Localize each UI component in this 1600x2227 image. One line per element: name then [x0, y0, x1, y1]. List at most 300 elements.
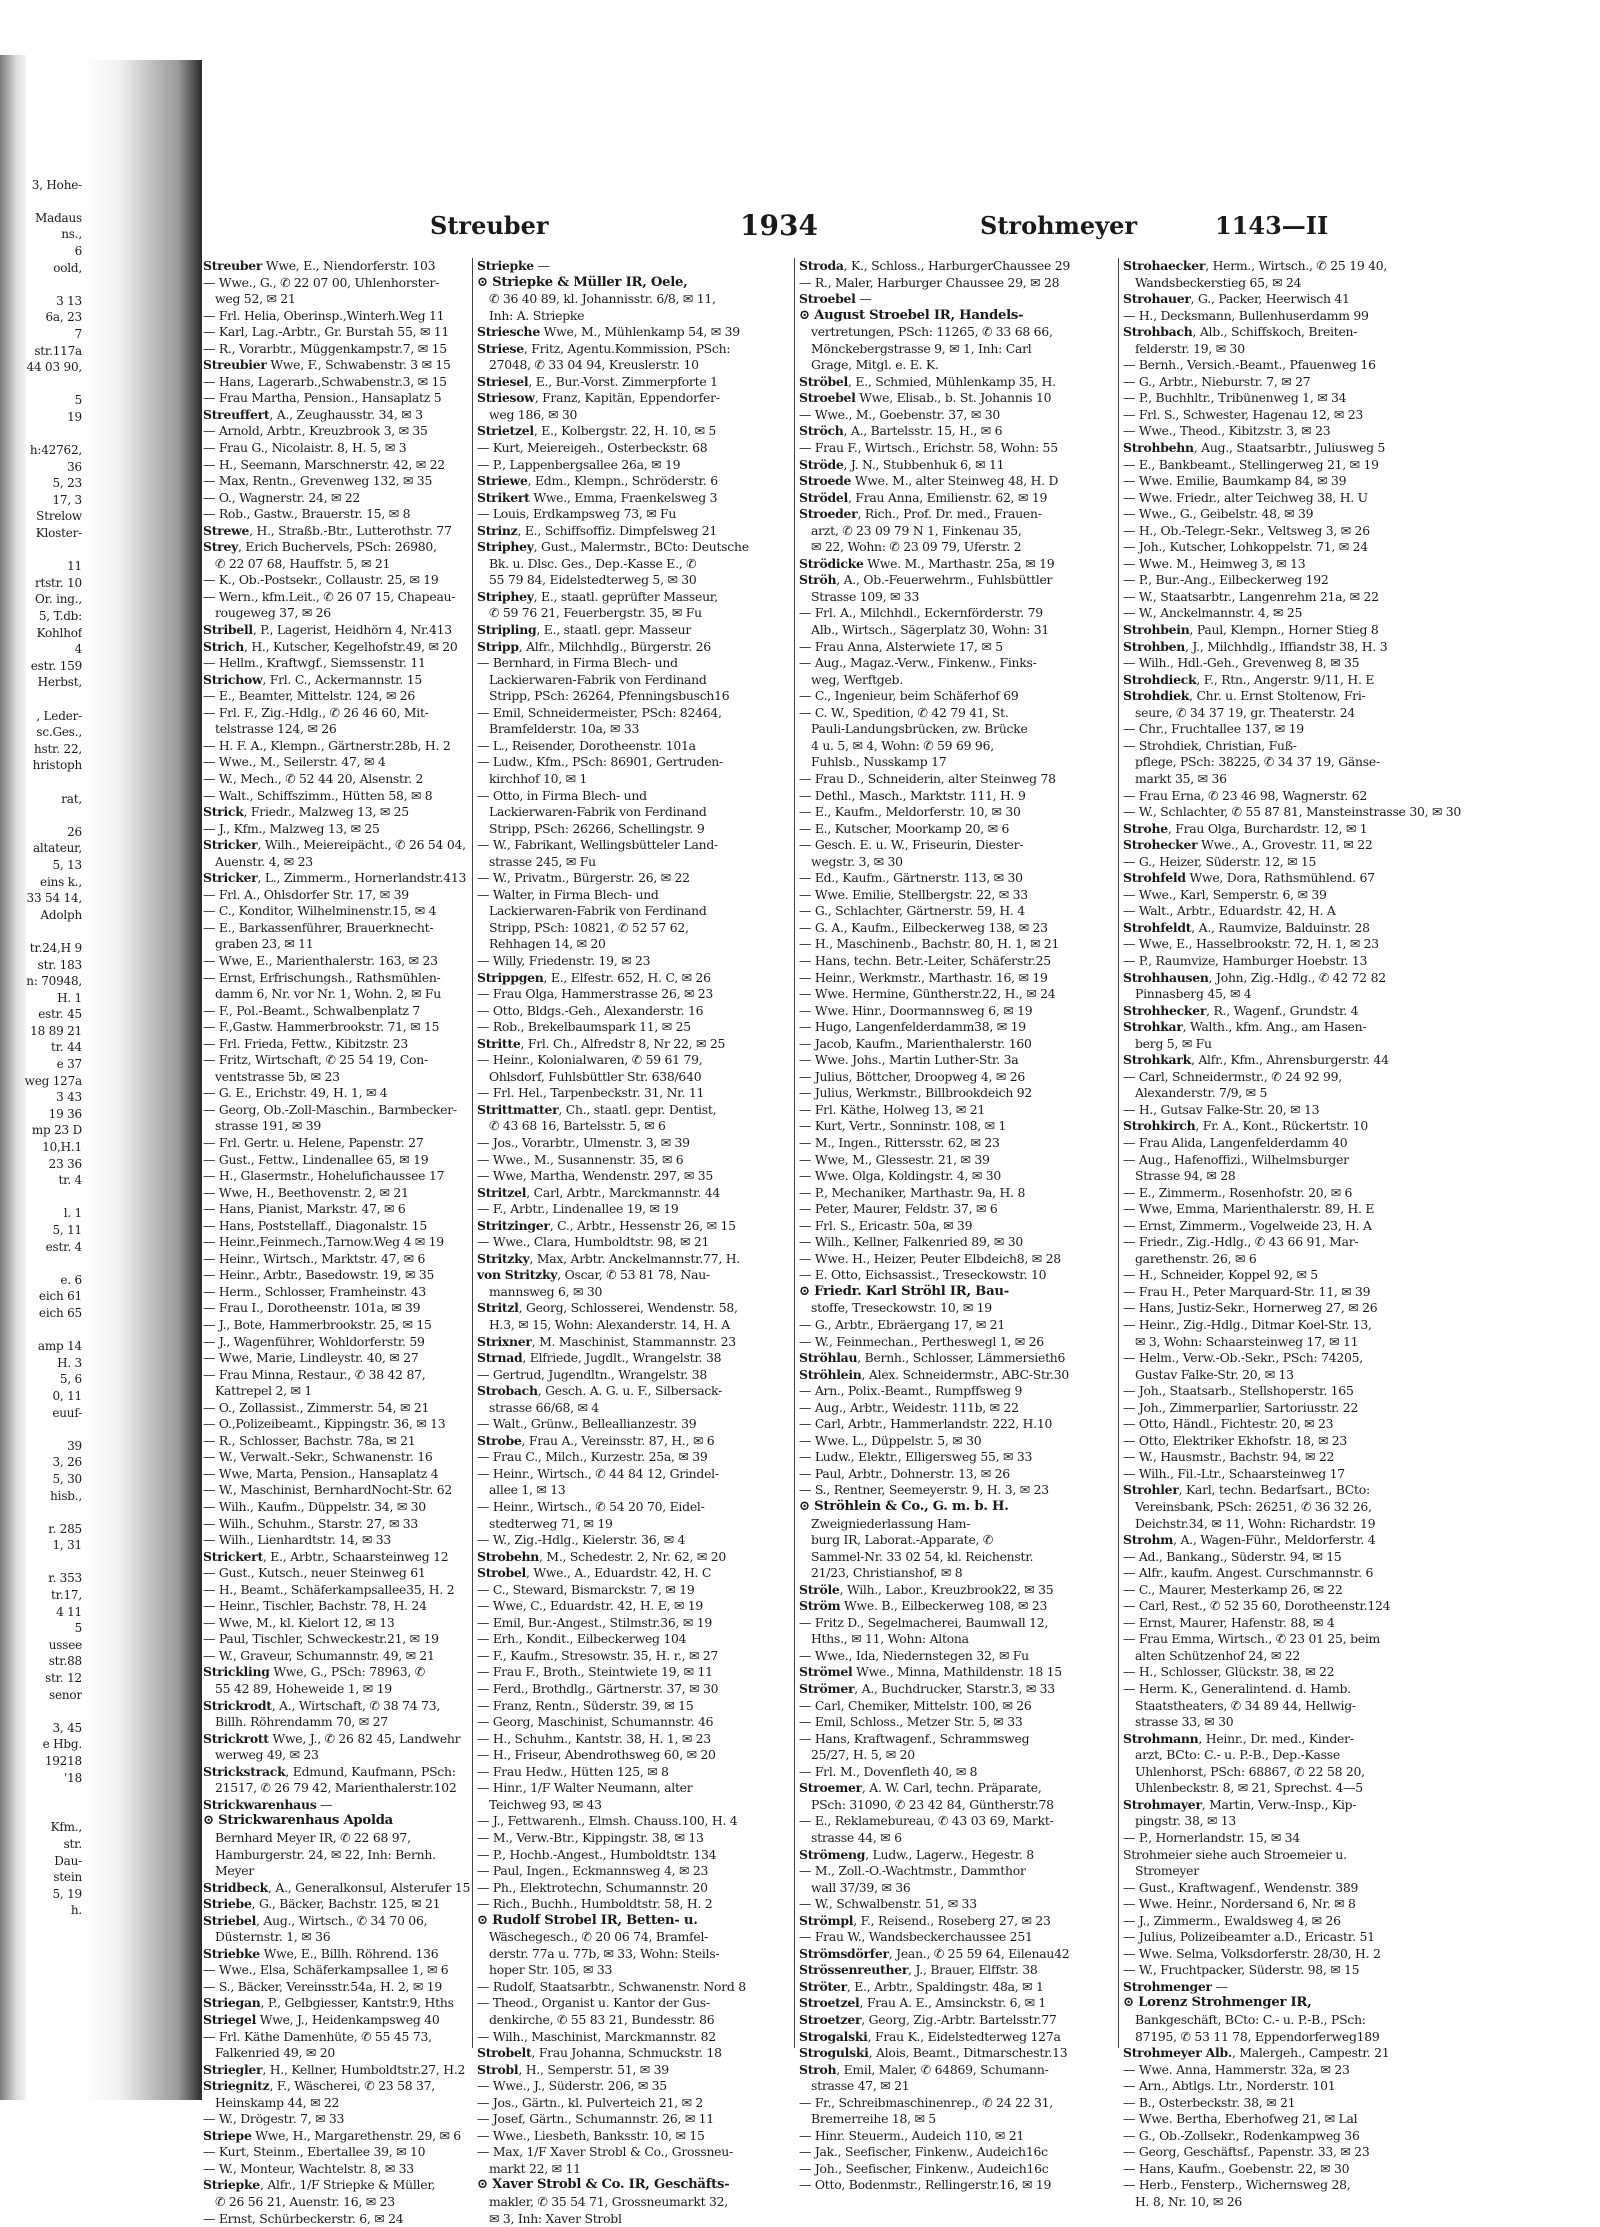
facing-page-line — [0, 1189, 82, 1206]
entry-line: — Wilh., Fil.-Ltr., Schaarsteinweg 17 — [1123, 1465, 1345, 1481]
entry-line: — Theod., Organist u. Kantor der Gus- — [477, 1995, 710, 2011]
entry-line: — Wwe., G., ✆ 22 07 00, Uhlenhorster- — [203, 274, 440, 290]
surname-entry: Strohmeyer Alb., Malergeh., Campestr. 21 — [1123, 2045, 1390, 2061]
surname-entry: Strinz, E., Schiffsoffiz. Dimpfelsweg 21 — [477, 522, 717, 538]
entry-line: — F., Pol.-Beamt., Schwalbenplatz 7 — [203, 1002, 421, 1018]
entry-line: — Frl. S., Schwester, Hagenau 12, ✉ 23 — [1123, 406, 1363, 422]
entry-line: — Wwe, Martha, Wendenstr. 297, ✉ 35 — [477, 1168, 714, 1184]
entry-continuation: Pauli-Landungsbrücken, zw. Brücke — [811, 721, 1028, 737]
entry-continuation: H. 8, Nr. 10, ✉ 26 — [1135, 2193, 1242, 2209]
page-number: 1143—II — [1215, 211, 1329, 240]
surname: Stroetzel — [799, 1995, 860, 2011]
entry-continuation: arzt, BCto: C.- u. P.-B., Dep.-Kasse — [1135, 1747, 1340, 1763]
page-header — [430, 211, 1510, 251]
entry-line: — Wwe., Liesbeth, Banksstr. 10, ✉ 15 — [477, 2127, 705, 2143]
surname: Strick — [203, 804, 244, 820]
facing-page-line: 5, T.db: — [38, 609, 82, 624]
surname: Striegnitz — [203, 2078, 270, 2094]
entry-line: — Fritz D., Segelmacherei, Baumwall 12, — [799, 1614, 1049, 1630]
entry-line: — Bernhard, in Firma Blech- und — [477, 655, 678, 671]
entry-continuation: wegstr. 3, ✉ 30 — [811, 853, 903, 869]
surname-entry: Strickert, E., Arbtr., Schaarsteinweg 12 — [203, 1548, 449, 1564]
entry-line: — G., Schlachter, Gärtnerstr. 59, H. 4 — [799, 903, 1025, 919]
surname: Striegler — [203, 2061, 263, 2077]
entry-line: — Willy, Friedenstr. 19, ✉ 23 — [477, 952, 651, 968]
entry-line: — F., Arbtr., Lindenallee 19, ✉ 19 — [477, 1201, 679, 1217]
surname-entry: Strickstrack, Edmund, Kaufmann, PSch: — [203, 1763, 456, 1779]
entry-line: — F.,Gastw. Hammerbrookstr. 71, ✉ 15 — [203, 1019, 440, 1035]
entry-continuation: 27048, ✆ 33 04 94, Kreuslerstr. 10 — [489, 357, 699, 373]
facing-page-line: e. 6 — [60, 1272, 82, 1287]
entry-continuation: Heinskamp 44, ✉ 22 — [215, 2094, 340, 2110]
surname: Streuber — [203, 258, 263, 273]
entry-continuation: Bankgeschäft, BCto: C.- u. P.-B., PSch: — [1135, 2011, 1366, 2027]
entry-continuation: Grage, Mitgl. e. E. K. — [811, 357, 939, 373]
surname-entry: Striesel, E., Bur.-Vorst. Zimmerpforte 1 — [477, 373, 718, 389]
entry-line: — Heinr., Kolonialwaren, ✆ 59 61 79, — [477, 1052, 703, 1068]
entry-line: — P., Bur.-Ang., Eilbeckerweg 192 — [1123, 572, 1329, 588]
entry-line: — H., Gutsav Falke-Str. 20, ✉ 13 — [1123, 1101, 1320, 1117]
surname-entry: Ströhlau, Bernh., Schlosser, Lämmersieth6 — [799, 1350, 1066, 1366]
entry-line: — Wilh., Schuhm., Starstr. 27, ✉ 33 — [203, 1515, 419, 1531]
entry-line: — L., Reisender, Dorotheenstr. 101a — [477, 737, 696, 753]
entry-continuation: denkirche, ✆ 55 83 21, Bundesstr. 86 — [489, 2011, 715, 2027]
entry-continuation: stedterweg 71, ✉ 19 — [489, 1515, 613, 1531]
business-entry: ⊙ Striepke & Müller IR, Oele, — [477, 274, 688, 290]
surname-entry: Strewe, H., Straßb.-Btr., Lutterothstr. 77 — [203, 522, 452, 538]
entry-line: — Frau F., Wirtsch., Erichstr. 58, Wohn: 55 — [799, 440, 1058, 456]
facing-page-line: hristoph — [32, 758, 82, 773]
entry-line: — Frau H., Peter Marquard-Str. 11, ✉ 39 — [1123, 1283, 1371, 1299]
facing-page-line: Kloster- — [35, 526, 82, 541]
entry-line: — Rob., Brekelbaumspark 11, ✉ 25 — [477, 1019, 691, 1035]
entry-line: — Wwe, Marie, Lindleystr. 40, ✉ 27 — [203, 1350, 419, 1366]
entry-line: — H. F. A., Klempn., Gärtnerstr.28b, H. 2 — [203, 737, 451, 753]
entry-line: — P., Hochb.-Angest., Humboldtstr. 134 — [477, 1846, 717, 1862]
entry-line: — Rob., Gastw., Brauerstr. 15, ✉ 8 — [203, 506, 411, 522]
surname: Striphey — [477, 539, 534, 555]
surname: Strobehn — [477, 1548, 540, 1564]
entry-line: — Wwe. Olga, Koldingstr. 4, ✉ 30 — [799, 1168, 1001, 1184]
surname-entry: Strohecker Wwe., A., Grovestr. 11, ✉ 22 — [1123, 837, 1373, 853]
entry-continuation: Stromeyer — [1135, 1863, 1199, 1879]
facing-page-line: sc.Ges., — [36, 725, 82, 740]
surname: Ströh — [799, 572, 837, 588]
entry-line: — Heinr., Zig.-Hdlg., Ditmar Koel-Str. 13, — [1123, 1317, 1372, 1332]
facing-page-line — [0, 691, 82, 708]
surname: Strohauer — [1123, 291, 1191, 307]
surname-entry: Strittmatter, Ch., staatl. gepr. Dentist, — [477, 1101, 717, 1117]
surname: Strewe — [203, 522, 250, 538]
facing-page-line — [0, 276, 82, 293]
entry-continuation: Wandsbeckerstieg 65, ✉ 24 — [1135, 274, 1302, 290]
entry-continuation: werweg 49, ✉ 23 — [215, 1747, 319, 1763]
facing-page-line: 4 11 — [56, 1604, 82, 1619]
facing-page-line — [0, 774, 82, 791]
entry-line: — Frl. A., Ohlsdorfer Str. 17, ✉ 39 — [203, 886, 409, 902]
entry-line: — Louis, Erdkampsweg 73, ✉ Fu — [477, 506, 677, 522]
entry-line: — Josef, Gärtn., Schumannstr. 26, ✉ 11 — [477, 2111, 714, 2127]
entry-line: — Hans, Lagerarb.,Schwabenstr.3, ✉ 15 — [203, 373, 447, 389]
entry-line: — Hans, Justiz-Sekr., Hornerweg 27, ✉ 26 — [1123, 1300, 1378, 1316]
entry-line: — Wwe. M., Heimweg 3, ✉ 13 — [1123, 555, 1306, 571]
surname-entry: Strömel Wwe., Minna, Mathildenstr. 18 15 — [799, 1664, 1062, 1680]
entry-line: — Kurt, Steinm., Ebertallee 39, ✉ 10 — [203, 2144, 426, 2160]
directory-columns — [203, 258, 1520, 2226]
facing-page-line: 11 — [67, 559, 82, 574]
business-entry: ⊙ Friedr. Karl Ströhl IR, Bau- — [799, 1283, 1009, 1299]
entry-line: — Georg, Ob.-Zoll-Maschin., Barmbecker- — [203, 1101, 457, 1117]
facing-page-line: 17, 3 — [52, 492, 82, 507]
surname: Stroemer — [799, 1780, 862, 1796]
surname: Ströle — [799, 1581, 840, 1597]
entry-line: — W., Anckelmannstr. 4, ✉ 25 — [1123, 605, 1303, 621]
surname-entry: Strohfeld Wwe, Dora, Rathsmühlend. 67 — [1123, 870, 1375, 886]
facing-page-line: 5 — [74, 1621, 82, 1636]
entry-line: — E. Otto, Eichsassist., Treseckowstr. 10 — [799, 1267, 1047, 1283]
facing-page-line: amp 14 — [37, 1339, 82, 1354]
entry-line: — Bernh., Versich.-Beamt., Pfauenweg 16 — [1123, 357, 1376, 373]
entry-line: — Ernst, Schürbeckerstr. 6, ✉ 24 — [203, 2210, 404, 2226]
entry-line: — Hugo, Langenfelderdamm38, ✉ 19 — [799, 1019, 1026, 1035]
entry-line: — K., Ob.-Postsekr., Collaustr. 25, ✉ 19 — [203, 572, 439, 588]
facing-page-line: h:42762, — [29, 443, 82, 458]
entry-continuation: pingstr. 38, ✉ 13 — [1135, 1813, 1237, 1829]
entry-continuation: garethenstr. 26, ✉ 6 — [1135, 1250, 1257, 1266]
surname: Strogulski — [799, 2045, 869, 2061]
surname-entry: Strohm, A., Wagen-Führ., Meldorferstr. 4 — [1123, 1532, 1376, 1548]
surname-entry: Striebel, Aug., Wirtsch., ✆ 34 70 06, — [203, 1912, 428, 1928]
facing-page-line: estr. 159 — [30, 658, 82, 673]
surname-entry: Strickwarenhaus — — [203, 1796, 333, 1812]
entry-line: — Arnold, Arbtr., Kreuzbrook 3, ✉ 35 — [203, 423, 428, 439]
surname-entry: Striese, Fritz, Agentu.Kommission, PSch: — [477, 340, 731, 356]
entry-continuation: ✉ 3, Wohn: Schaarsteinweg 17, ✉ 11 — [1135, 1333, 1359, 1349]
surname: Strohbach — [1123, 324, 1193, 340]
surname: Striewe — [477, 473, 528, 489]
entry-line: — P., Lappenbergsallee 26a, ✉ 19 — [477, 456, 681, 472]
entry-line: — W., Staatsarbtr., Langenrehm 21a, ✉ 22 — [1123, 588, 1379, 604]
facing-page-line: H. 3 — [57, 1355, 82, 1370]
entry-line: — Wwe., M., Seilerstr. 47, ✉ 4 — [203, 754, 386, 770]
business-entry: ⊙ Rudolf Strobel IR, Betten- u. — [477, 1912, 698, 1928]
surname-entry: Strippgen, E., Elfestr. 652, H. C, ✉ 26 — [477, 969, 711, 985]
entry-line: — W., Verwalt.-Sekr., Schwanenstr. 16 — [203, 1449, 433, 1465]
surname-entry: Stripling, E., staatl. gepr. Masseur — [477, 622, 692, 638]
surname: Strohmann — [1123, 1730, 1199, 1746]
entry-line: — G., Ob.-Zollsekr., Rodenkampweg 36 — [1123, 2127, 1360, 2143]
surname-entry: Stritzl, Georg, Schlosserei, Wendenstr. 58, — [477, 1300, 738, 1316]
entry-line: — J., Fettwarenh., Elmsh. Chauss.100, H. 4 — [477, 1813, 738, 1829]
surname: Striese — [477, 340, 524, 356]
surname: Stricker — [203, 837, 258, 853]
entry-continuation: kirchhof 10, ✉ 1 — [489, 770, 588, 786]
entry-line: — Wilh., Lienhardtstr. 14, ✉ 33 — [203, 1532, 392, 1548]
entry-line: — Georg, Maschinist, Schumannstr. 46 — [477, 1714, 714, 1730]
entry-line: — Gust., Fettw., Lindenallee 65, ✉ 19 — [203, 1151, 429, 1167]
surname-entry: Stricker, L., Zimmerm., Hornerlandstr.413 — [203, 870, 467, 886]
facing-page-line: 5, 13 — [52, 857, 82, 872]
entry-continuation: hoper Str. 105, ✉ 33 — [489, 1962, 613, 1978]
surname-entry: Strohfeldt, A., Raumvize, Balduinstr. 28 — [1123, 919, 1370, 935]
entry-continuation: felderstr. 19, ✉ 30 — [1135, 340, 1245, 356]
facing-page-line — [0, 1919, 82, 1936]
entry-line: — Wwe., Ida, Niedernstegen 32, ✉ Fu — [799, 1647, 1029, 1663]
entry-line: — Wilh., Kaufm., Düppelstr. 34, ✉ 30 — [203, 1499, 426, 1515]
surname: Stritzinger — [477, 1217, 550, 1233]
entry-line: — H., Friseur, Abendrothsweg 60, ✉ 20 — [477, 1747, 716, 1763]
surname-entry: Strohkirch, Fr. A., Kont., Rückertstr. 10 — [1123, 1118, 1368, 1134]
entry-line: — P., Hornerlandstr. 15, ✉ 34 — [1123, 1829, 1300, 1845]
entry-line: — F., Kaufm., Stresowstr. 35, H. r., ✉ 27 — [477, 1647, 719, 1663]
entry-line: — Frl. Käthe Damenhüte, ✆ 55 45 73, — [203, 2028, 432, 2044]
facing-page-line: H. 1 — [57, 990, 82, 1005]
surname: Strödicke — [799, 555, 864, 571]
entry-line: — H., Seemann, Marschnerstr. 42, ✉ 22 — [203, 456, 445, 472]
business-entry: ⊙ Strickwarenhaus Apolda — [203, 1813, 393, 1829]
facing-page-line: oold, — [53, 260, 82, 275]
entry-continuation: Zweigniederlassung Ham- — [811, 1515, 971, 1531]
entry-line: — Joh., Seefischer, Finkenw., Audeich16c — [799, 2160, 1049, 2176]
surname-entry: Ströch, A., Bartelsstr. 15, H., ✉ 6 — [799, 423, 1003, 439]
entry-line: — Wwe, H., Beethovenstr. 2, ✉ 21 — [203, 1184, 409, 1200]
entry-continuation: Fuhlsb., Nusskamp 17 — [811, 754, 947, 770]
entry-line: — C. W., Spedition, ✆ 42 79 41, St. — [799, 704, 1009, 720]
facing-page-line: 18 89 21 — [30, 1023, 82, 1038]
surname: Strohfeld — [1123, 870, 1186, 886]
entry-line: — Hinr. Steuerm., Audeich 110, ✉ 21 — [799, 2127, 1024, 2143]
surname: Strnad — [477, 1350, 523, 1366]
surname: Striepke — [203, 2177, 260, 2193]
entry-continuation: Düsternstr. 1, ✉ 36 — [215, 1929, 331, 1945]
facing-page-fragment — [0, 160, 82, 1950]
surname: Striebe — [203, 1896, 252, 1912]
surname-entry: Striewe, Edm., Klempn., Schröderstr. 6 — [477, 473, 718, 489]
surname-entry: Strobach, Gesch. A. G. u. F., Silbersack- — [477, 1383, 722, 1399]
surname-entry: Striphey, Gust., Malermstr., BCto: Deutsche — [477, 539, 749, 555]
entry-continuation: ✆ 43 68 16, Bartelsstr. 5, ✉ 6 — [489, 1118, 666, 1134]
entry-line: — Julius, Böttcher, Droopweg 4, ✉ 26 — [799, 1068, 1025, 1084]
surname-entry: Strohmann, Heinr., Dr. med., Kinder- — [1123, 1730, 1354, 1746]
surname-entry: Strömsdörfer, Jean., ✆ 25 59 64, Eilenau42 — [799, 1945, 1070, 1961]
entry-continuation: pflege, PSch: 38225, ✆ 34 37 19, Gänse- — [1135, 754, 1380, 770]
entry-line: — E., Barkassenführer, Brauerknecht- — [203, 919, 434, 935]
surname-entry: Stritzinger, C., Arbtr., Hessenstr 26, ✉ 15 — [477, 1217, 736, 1233]
facing-page-line: weg 127a — [24, 1073, 82, 1088]
entry-line: — R., Schlosser, Bachstr. 78a, ✉ 21 — [203, 1432, 416, 1448]
surname-entry: Strohaecker, Herm., Wirtsch., ✆ 25 19 40, — [1123, 258, 1388, 273]
entry-continuation: 55 42 89, Hoheweide 1, ✉ 19 — [215, 1681, 392, 1697]
surname: Streuffert — [203, 406, 270, 422]
entry-line: — Jak., Seefischer, Finkenw., Audeich16c — [799, 2144, 1048, 2160]
entry-continuation: 87195, ✆ 53 11 78, Eppendorferweg189 — [1135, 2028, 1380, 2044]
entry-continuation: weg 186, ✉ 30 — [489, 406, 578, 422]
entry-line: — Hans, Pianist, Markstr. 47, ✉ 6 — [203, 1201, 406, 1217]
facing-page-line: 3 43 — [56, 1090, 82, 1105]
entry-continuation: graben 23, ✉ 11 — [215, 936, 314, 952]
entry-continuation: alten Schützenhof 24, ✉ 22 — [1135, 1647, 1300, 1663]
facing-page-line: 5 — [74, 393, 82, 408]
entry-line: — Kurt, Vertr., Sonninstr. 108, ✉ 1 — [799, 1118, 1007, 1134]
entry-line: — Wwe. Anna, Hammerstr. 32a, ✉ 23 — [1123, 2061, 1350, 2077]
surname: Striphey — [477, 588, 534, 604]
entry-line: — Gust., Kutsch., neuer Steinweg 61 — [203, 1565, 426, 1581]
entry-line: — E., Kutscher, Moorkamp 20, ✉ 6 — [799, 820, 1010, 836]
entry-line: — H., Schneider, Koppel 92, ✉ 5 — [1123, 1267, 1318, 1283]
surname: Strobelt — [477, 2045, 532, 2061]
entry-line: — Ed., Kaufm., Gärtnerstr. 113, ✉ 30 — [799, 870, 1023, 886]
entry-continuation: makler, ✆ 35 54 71, Grossneumarkt 32, — [489, 2193, 728, 2209]
entry-line: — E., Kaufm., Meldorferstr. 10, ✉ 30 — [799, 804, 1021, 820]
facing-page-line: 10,H.1 — [42, 1140, 82, 1155]
entry-line: — Frau Minna, Restaur., ✆ 38 42 87, — [203, 1366, 426, 1382]
surname-entry: Strogulski, Alois, Beamt., Ditmarschestr.13 — [799, 2045, 1068, 2061]
business-entry: ⊙ August Stroebel IR, Handels- — [799, 307, 1024, 323]
entry-line: — Wilh., Kellner, Falkenried 89, ✉ 30 — [799, 1234, 1023, 1250]
facing-page-line: ns., — [61, 227, 82, 242]
facing-page-line: str.117a — [34, 343, 82, 358]
entry-line: — Erh., Kondit., Eilbeckerweg 104 — [477, 1631, 687, 1647]
entry-continuation: Stripp, PSch: 10821, ✆ 52 57 62, — [489, 919, 689, 935]
surname: Strickrodt — [203, 1697, 272, 1713]
facing-page-line: Strelow — [36, 509, 82, 524]
surname-entry: Strohkar, Walth., kfm. Ang., am Hasen- — [1123, 1019, 1367, 1035]
surname-entry: Strohben, J., Milchhdlg., Iffiandstr 38, H. 3 — [1123, 638, 1388, 654]
surname-entry: Striepke, Alfr., 1/F Striepke & Müller, — [203, 2177, 436, 2193]
surname: Stroeder — [799, 506, 858, 522]
entry-line: — Max, 1/F Xaver Strobl & Co., Grossneu- — [477, 2144, 733, 2160]
entry-line: — Wwe., Theod., Kibitzstr. 3, ✉ 23 — [1123, 423, 1331, 439]
surname: Strohler — [1123, 1482, 1179, 1498]
entry-line: — E., Beamter, Mittelstr. 124, ✉ 26 — [203, 688, 416, 704]
entry-line: — Herb., Fensterp., Wichernsweg 28, — [1123, 2177, 1351, 2193]
surname: von Stritzky — [477, 1267, 558, 1283]
entry-line: — Wwe, Marta, Pension., Hansaplatz 4 — [203, 1465, 439, 1481]
facing-page-line: Kohlhof — [36, 625, 82, 640]
surname: Strohmenger — [1123, 1978, 1212, 1994]
business-entry: ⊙ Lorenz Strohmenger IR, — [1123, 1995, 1312, 2011]
surname-entry: Stritzky, Max, Arbtr. Anckelmannstr.77, H. — [477, 1250, 740, 1266]
surname: Strohkark — [1123, 1052, 1191, 1068]
entry-continuation: Bremerreihe 18, ✉ 5 — [811, 2111, 936, 2127]
entry-continuation: damm 6, Nr. vor Nr. 1, Wohn. 2, ✉ Fu — [215, 986, 442, 1002]
surname-entry: Stritzel, Carl, Arbtr., Marckmannstr. 44 — [477, 1184, 721, 1200]
surname-entry: Strichow, Frl. C., Ackermannstr. 15 — [203, 671, 423, 687]
facing-page-line: 1, 31 — [52, 1538, 82, 1553]
surname: Strohhausen — [1123, 969, 1209, 985]
entry-line: — M., Verw.-Btr., Kippingstr. 38, ✉ 13 — [477, 1829, 704, 1845]
entry-line: — W., Fruchtpacker, Süderstr. 98, ✉ 15 — [1123, 1962, 1360, 1978]
entry-line: — P., Mechaniker, Marthastr. 9a, H. 8 — [799, 1184, 1026, 1200]
surname: Stridbeck — [203, 1879, 268, 1895]
entry-line: — Frau Anna, Alsterwiete 17, ✉ 5 — [799, 638, 1003, 654]
entry-line: — Heinr., Wirtsch., ✆ 54 20 70, Eidel- — [477, 1499, 705, 1515]
entry-line: — Ernst, Zimmerm., Vogelweide 23, H. A — [1123, 1217, 1372, 1233]
entry-line: — Wwe, E., Marienthalerstr. 163, ✉ 23 — [203, 952, 438, 968]
surname-entry: Striegler, H., Kellner, Humboldtstr.27, H.2 — [203, 2061, 466, 2077]
entry-continuation: Hamburgerstr. 24, ✉ 22, Inh: Bernh. — [215, 1846, 436, 1862]
surname: Striepe — [203, 2127, 252, 2143]
surname: Stritzel — [477, 1184, 527, 1200]
facing-page-line: n: 70948, — [26, 974, 82, 989]
entry-continuation: weg, Werftgeb. — [811, 671, 903, 687]
entry-line: — Frl. F., Zig.-Hdlg., ✆ 26 46 60, Mit- — [203, 704, 429, 720]
surname: Strohaecker — [1123, 258, 1206, 273]
entry-continuation: Staatstheaters, ✆ 34 89 44, Hellwig- — [1135, 1697, 1356, 1713]
entry-line: — H., Schuhm., Kantstr. 38, H. 1, ✉ 23 — [477, 1730, 711, 1746]
surname-entry: Strikert Wwe., Emma, Fraenkelsweg 3 — [477, 489, 718, 505]
entry-continuation: Alb., Wirtsch., Sägerplatz 30, Wohn: 31 — [811, 622, 1050, 638]
facing-page-line: Or. ing., — [35, 592, 82, 607]
business-entry: ⊙ Xaver Strobl & Co. IR, Geschäfts- — [477, 2177, 730, 2193]
facing-page-line: 19 36 — [48, 1106, 82, 1121]
entry-line: — J., Wagenführer, Wohldorferstr. 59 — [203, 1333, 425, 1349]
surname: Streubier — [203, 357, 267, 373]
entry-line: — Joh., Staatsarb., Stellshoperstr. 165 — [1123, 1383, 1354, 1399]
surname: Strikert — [477, 489, 530, 505]
surname: Stritzl — [477, 1300, 519, 1316]
surname: Strickert — [203, 1548, 263, 1564]
surname: Strohbehn — [1123, 440, 1194, 456]
surname-entry: Strömpl, F., Reisend., Roseberg 27, ✉ 23 — [799, 1912, 1051, 1928]
surname-entry: Strobel, Wwe., A., Eduardstr. 42, H. C — [477, 1565, 712, 1581]
entry-continuation: PSch: 31090, ✆ 23 42 84, Güntherstr.78 — [811, 1796, 1054, 1812]
entry-line: — Frl. M., Dovenfleth 40, ✉ 8 — [799, 1763, 978, 1779]
entry-line: — H., Maschinenb., Bachstr. 80, H. 1, ✉ 21 — [799, 936, 1060, 952]
entry-line: — Frau F., Broth., Steintwiete 19, ✉ 11 — [477, 1664, 713, 1680]
entry-line: — Max, Rentn., Grevenweg 132, ✉ 35 — [203, 473, 433, 489]
entry-line: — H., Ob.-Telegr.-Sekr., Veltsweg 3, ✉ 26 — [1123, 522, 1370, 538]
facing-page-line — [0, 160, 82, 177]
facing-page-line: 5, 11 — [52, 1223, 82, 1237]
entry-line: — H., Beamt., Schäferkampsallee35, H. 2 — [203, 1581, 455, 1597]
entry-line: — Strohdiek, Christian, Fuß- — [1123, 737, 1297, 753]
entry-line: — Wwe, Emma, Marienthalerstr. 89, H. E — [1123, 1201, 1375, 1217]
facing-page-line: 3, 26 — [52, 1455, 82, 1470]
surname-entry: Strobl, H., Semperstr. 51, ✉ 39 — [477, 2061, 669, 2077]
entry-line: — Wwe. Heinr., Nordersand 6, Nr. ✉ 8 — [1123, 1896, 1356, 1912]
entry-line: — J., Zimmerm., Ewaldsweg 4, ✉ 26 — [1123, 1912, 1341, 1928]
surname-entry: Stroetzer, Georg, Zig.-Arbtr. Bartelsstr.77 — [799, 2011, 1057, 2027]
surname: Strickrott — [203, 1730, 269, 1746]
entry-line: — Wwe. Hinr., Doormannsweg 6, ✉ 19 — [799, 1002, 1033, 1018]
surname-entry: Stroetzel, Frau A. E., Amsinckstr. 6, ✉ 1 — [799, 1995, 1047, 2011]
surname: Stroebel — [799, 291, 856, 307]
surname-entry: Ströter, E., Arbtr., Spaldingstr. 48a, ✉ 1 — [799, 1978, 1044, 1994]
entry-continuation: stoffe, Treseckowstr. 10, ✉ 19 — [811, 1300, 992, 1316]
entry-line: — J., Bote, Hammerbrookstr. 25, ✉ 15 — [203, 1317, 432, 1332]
entry-line: — W., Privatm., Bürgerstr. 26, ✉ 22 — [477, 870, 690, 886]
facing-page-line — [0, 193, 82, 210]
entry-continuation: markt 35, ✉ 36 — [1135, 770, 1227, 786]
entry-line: — Ludw., Elektr., Elligersweg 55, ✉ 33 — [799, 1449, 1033, 1465]
header-last-entry: Strohmeyer — [980, 211, 1138, 240]
entry-continuation: rougeweg 37, ✉ 26 — [215, 605, 331, 621]
entry-line: — G. E., Erichstr. 49, H. 1, ✉ 4 — [203, 1085, 388, 1101]
entry-line: — Wwe., M., Goebenstr. 37, ✉ 30 — [799, 406, 1001, 422]
entry-line: — Carl, Arbtr., Hammerlandstr. 222, H.10 — [799, 1416, 1053, 1432]
entry-continuation: arzt, ✆ 23 09 79 N 1, Finkenau 35, — [811, 522, 1022, 538]
surname-entry: Striebe, G., Bäcker, Bachstr. 125, ✉ 21 — [203, 1896, 441, 1912]
entry-continuation: Alexanderstr. 7/9, ✉ 5 — [1135, 1085, 1268, 1101]
facing-page-line: , Leder- — [36, 708, 82, 723]
facing-page-line — [0, 923, 82, 940]
surname-entry: Strickrott Wwe, J., ✆ 26 82 45, Landwehr — [203, 1730, 461, 1746]
entry-continuation: Meyer — [215, 1863, 255, 1879]
surname-entry: Strohbehn, Aug., Staatsarbtr., Juliusweg 5 — [1123, 440, 1386, 456]
entry-continuation: strasse 191, ✉ 39 — [215, 1118, 322, 1134]
facing-page-line: r. 285 — [48, 1521, 82, 1536]
